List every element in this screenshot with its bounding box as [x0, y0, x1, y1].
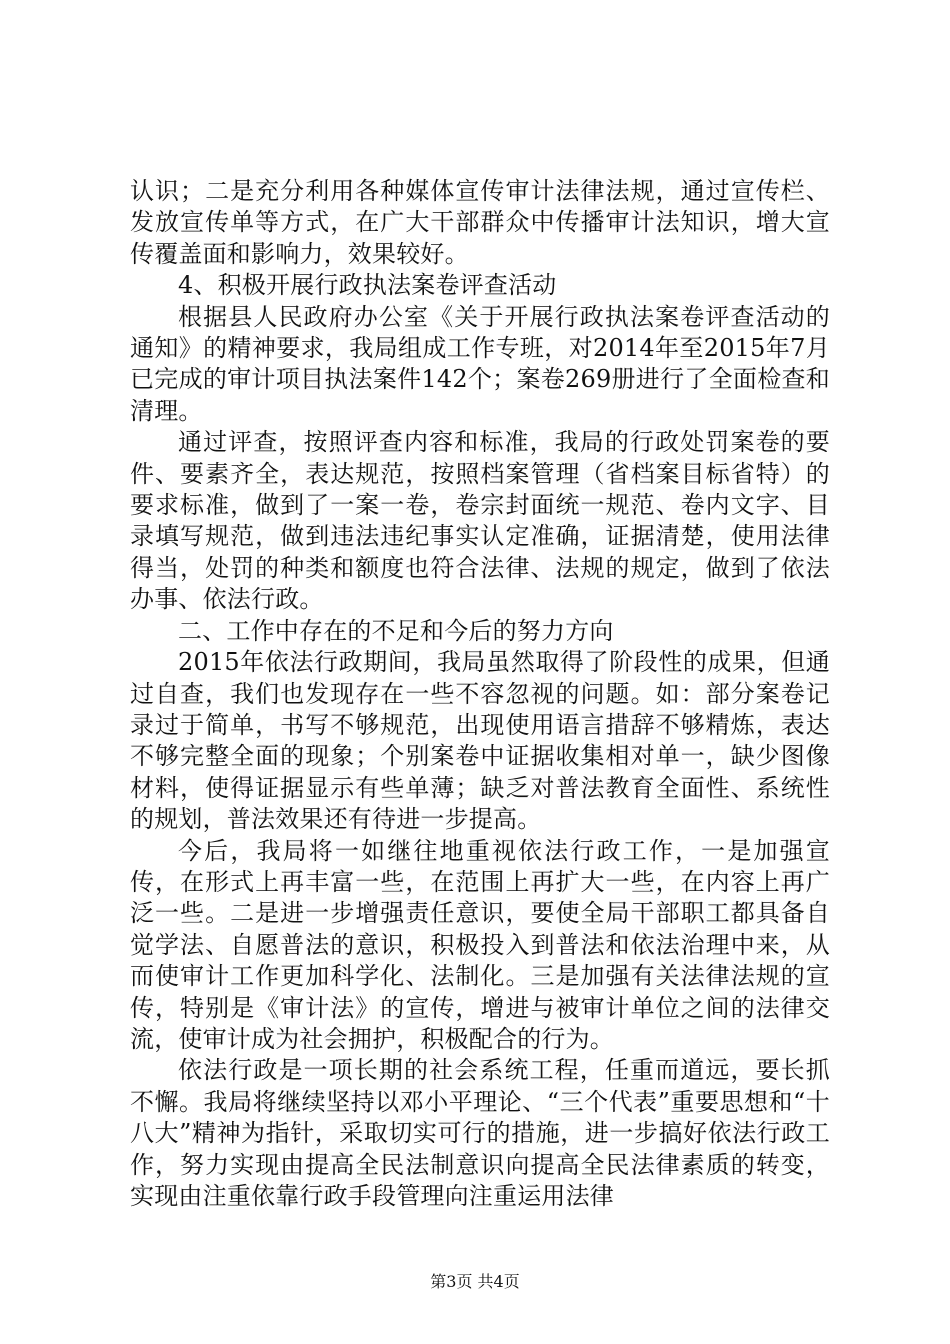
document-body	[130, 176, 830, 1212]
paragraph-4: 通过评查，按照评查内容和标准，我局的行政处罚案卷的要件、要素齐全，表达规范，按照档案管理（省档案目标省特）的要求标准，做到了一案一卷，卷宗封面统一规范、卷内文字、目录填写规范，做到违法违纪事实认定准确，证据清楚，使用法律得当，处罚的种类和额度也符合法律、法规的规定，做到了依法办事、依法行政。	[130, 428, 830, 614]
section-heading-4: 4、积极开展行政执法案卷评查活动	[178, 271, 557, 300]
paragraph-8: 依法行政是一项长期的社会系统工程，任重而道远，要长抓不懈。我局将继续坚持以邓小平理论、“三个代表”重要思想和“十八大”精神为指针，采取切实可行的措施，进一步搞好依法行政工作，努力实现由提高全民法制意识向提高全民法律素质的转变，实现由注重依靠行政手段管理向注重运用法律	[130, 1056, 830, 1210]
section-heading-2: 二、工作中存在的不足和今后的努力方向	[178, 616, 614, 645]
paragraph-1: 认识；二是充分利用各种媒体宣传审计法律法规，通过宣传栏、发放宣传单等方式，在广大干部群众中传播审计法知识，增大宣传覆盖面和影响力，效果较好。	[130, 177, 830, 268]
paragraph-6: 2015年依法行政期间，我局虽然取得了阶段性的成果，但通过自查，我们也发现存在一些不容忽视的问题。如：部分案卷记录过于简单，书写不够规范，出现使用语言措辞不够精炼，表达不够完整全面的现象；个别案卷中证据收集相对单一，缺少图像材料，使得证据显示有些单薄；缺乏对普法教育全面性、系统性的规划，普法效果还有待进一步提高。	[130, 648, 830, 834]
paragraph-7: 今后，我局将一如继往地重视依法行政工作，一是加强宣传，在形式上再丰富一些，在范围上再扩大一些，在内容上再广泛一些。二是进一步增强责任意识，要使全局干部职工都具备自觉学法、自愿普法的意识，积极投入到普法和依法治理中来，从而使审计工作更加科学化、法制化。三是加强有关法律法规的宣传，特别是《审计法》的宣传，增进与被审计单位之间的法律交流，使审计成为社会拥护，积极配合的行为。	[130, 836, 830, 1053]
page-number-footer: 第3页 共4页	[430, 1272, 520, 1291]
paragraph-3: 根据县人民政府办公室《关于开展行政执法案卷评查活动的通知》的精神要求，我局组成工作专班，对2014年至2015年7月已完成的审计项目执法案件142个；案卷269册进行了全面检查和清理。	[130, 302, 830, 425]
